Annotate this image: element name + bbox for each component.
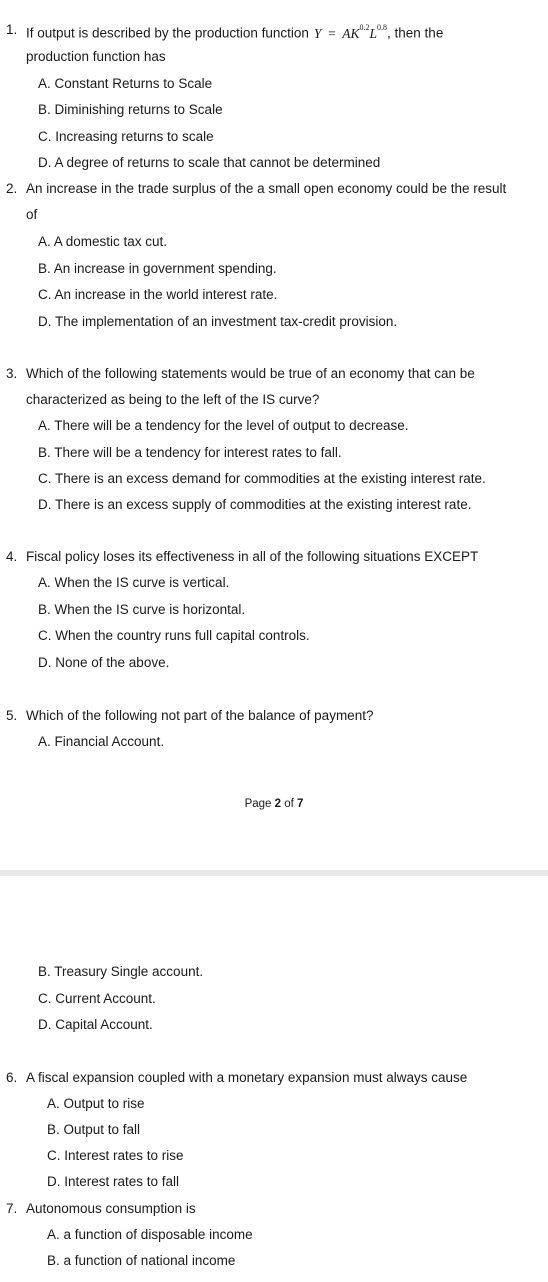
page-current: 2 (274, 798, 282, 810)
page-prefix: Page (244, 798, 272, 810)
question-number: 4. (6, 549, 18, 564)
answer-option[interactable]: B. When the IS curve is horizontal. (38, 602, 246, 617)
answer-option[interactable]: B. Output to fall (47, 1122, 141, 1137)
answer-option[interactable]: D. Interest rates to fall (47, 1174, 180, 1189)
question-6-stem-line-1: A fiscal expansion coupled with a monetary expansion must always cause (26, 1070, 468, 1085)
question-number: 3. (6, 366, 18, 381)
answer-option[interactable]: A. Financial Account. (38, 734, 165, 749)
question-2-stem-line-2: of (26, 207, 38, 222)
page-total: 7 (297, 798, 304, 810)
question-number: 5. (6, 708, 18, 723)
question-number: 7. (6, 1201, 18, 1216)
answer-option[interactable]: C. Current Account. (38, 991, 156, 1006)
page-number-footer (0, 796, 548, 812)
page-of: of (284, 798, 294, 810)
answer-option[interactable]: A. a function of disposable income (47, 1227, 253, 1242)
question-number: 2. (6, 181, 18, 196)
answer-option[interactable]: C. There is an excess demand for commodities at the existing interest rate. (38, 471, 486, 486)
answer-option[interactable]: D. Capital Account. (38, 1017, 153, 1032)
question-1-stem-line-2: production function has (26, 49, 166, 64)
answer-option[interactable]: A. Output to rise (47, 1096, 145, 1111)
question-4-stem-line-1: Fiscal policy loses its effectiveness in all of the following situations EXCEPT (26, 549, 479, 564)
answer-option[interactable]: D. There is an excess supply of commodities at the existing interest rate. (38, 497, 472, 512)
answer-option[interactable]: D. A degree of returns to scale that cannot be determined (38, 155, 381, 170)
answer-option[interactable]: A. There will be a tendency for the level of output to decrease. (38, 418, 409, 433)
answer-option[interactable]: D. None of the above. (38, 655, 170, 670)
question-3-stem-line-1: Which of the following statements would be true of an economy that can be (26, 366, 475, 381)
formula-l: L (369, 25, 378, 41)
formula-l-exponent: 0.8 (377, 23, 388, 32)
answer-option[interactable]: B. Diminishing returns to Scale (38, 102, 223, 117)
question-5-stem-line-1: Which of the following not part of the balance of payment? (26, 708, 374, 723)
question-1-stem-line-1 (26, 21, 443, 43)
production-function-formula (313, 23, 388, 41)
question-7-stem-line-1: Autonomous consumption is (26, 1201, 196, 1216)
stem-text-after: , then the (387, 25, 444, 41)
page-gap (0, 864, 548, 976)
answer-option[interactable]: C. Interest rates to rise (47, 1148, 184, 1163)
answer-option[interactable]: D. The implementation of an investment tax-credit provision. (38, 314, 398, 329)
question-number: 1. (6, 22, 18, 37)
answer-option[interactable]: C. When the country runs full capital controls. (38, 628, 310, 643)
formula-lhs: Y (313, 25, 322, 41)
formula-k-exponent: 0.2 (359, 23, 370, 32)
answer-option[interactable]: A. Constant Returns to Scale (38, 76, 213, 91)
answer-option[interactable]: B. An increase in government spending. (38, 261, 277, 276)
formula-equals: = (328, 25, 336, 41)
formula-ak: AK (342, 25, 360, 41)
answer-option[interactable]: C. Increasing returns to scale (38, 129, 214, 144)
answer-option[interactable]: B. Treasury Single account. (38, 964, 204, 979)
answer-option[interactable]: A. A domestic tax cut. (38, 234, 168, 249)
answer-option[interactable]: B. a function of national income (47, 1253, 236, 1268)
question-3-stem-line-2: characterized as being to the left of the IS curve? (26, 392, 320, 407)
question-2-stem-line-1: An increase in the trade surplus of the a small open economy could be the result (26, 181, 507, 196)
answer-option[interactable]: B. There will be a tendency for interest rates to fall. (38, 445, 342, 460)
stem-text: If output is described by the production function (26, 25, 309, 41)
answer-option[interactable]: A. When the IS curve is vertical. (38, 575, 230, 590)
page-separator (0, 870, 548, 876)
answer-option[interactable]: C. An increase in the world interest rate. (38, 287, 278, 302)
question-number: 6. (6, 1070, 18, 1085)
